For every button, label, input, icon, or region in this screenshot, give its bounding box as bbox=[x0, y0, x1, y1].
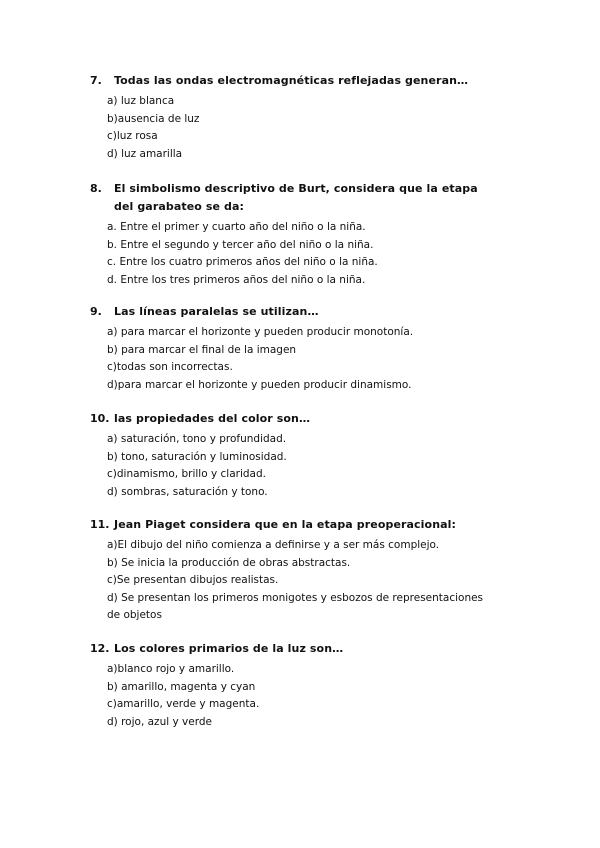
question-number: 8. bbox=[90, 182, 102, 195]
option-c: c)amarillo, verde y magenta. bbox=[107, 698, 260, 710]
question-heading bbox=[90, 72, 490, 90]
question-number: 10. bbox=[90, 412, 110, 425]
question-heading bbox=[90, 180, 490, 216]
question-12 bbox=[90, 640, 490, 731]
question-text: Los colores primarios de la luz son… bbox=[114, 642, 344, 655]
option-b: b) amarillo, magenta y cyan bbox=[107, 680, 256, 693]
question-text: El simbolismo descriptivo de Burt, considera que la etapa del garabateo se da: bbox=[114, 182, 478, 213]
option-d: d)para marcar el horizonte y pueden producir dinamismo. bbox=[107, 378, 412, 391]
question-text: Todas las ondas electromagnéticas reflejadas generan… bbox=[114, 74, 469, 87]
question-11 bbox=[90, 516, 490, 625]
question-heading bbox=[90, 516, 490, 534]
option-d: d) rojo, azul y verde bbox=[107, 715, 212, 728]
question-text: Jean Piaget considera que en la etapa preoperacional: bbox=[114, 518, 457, 531]
option-c: c)Se presentan dibujos realistas. bbox=[107, 574, 279, 586]
option-d: d) luz amarilla bbox=[107, 147, 183, 160]
question-9 bbox=[90, 303, 490, 394]
question-number: 12. bbox=[90, 642, 110, 655]
option-b: b)ausencia de luz bbox=[107, 112, 200, 125]
option-list bbox=[107, 537, 490, 625]
question-text: las propiedades del color son… bbox=[114, 412, 311, 425]
option-a: a)blanco rojo y amarillo. bbox=[107, 663, 235, 675]
option-list bbox=[107, 431, 490, 501]
question-heading bbox=[90, 640, 490, 658]
question-number: 11. bbox=[90, 518, 110, 531]
option-d: d) sombras, saturación y tono. bbox=[107, 485, 268, 498]
option-a: a) para marcar el horizonte y pueden producir monotonía. bbox=[107, 326, 414, 338]
option-b: b) Se inicia la producción de obras abstractas. bbox=[107, 556, 351, 569]
option-b: b. Entre el segundo y tercer año del niño o la niña. bbox=[107, 238, 374, 251]
option-a: a. Entre el primer y cuarto año del niño o la niña. bbox=[107, 221, 366, 233]
option-a: a)El dibujo del niño comienza a definirse y a ser más complejo. bbox=[107, 539, 440, 551]
option-list bbox=[107, 324, 490, 394]
option-d: d. Entre los tres primeros años del niño o la niña. bbox=[107, 273, 366, 286]
option-list bbox=[107, 661, 490, 731]
question-10 bbox=[90, 410, 490, 501]
question-number: 9. bbox=[90, 305, 102, 318]
option-a: a) saturación, tono y profundidad. bbox=[107, 433, 287, 445]
question-8 bbox=[90, 180, 490, 289]
option-b: b) para marcar el final de la imagen bbox=[107, 343, 297, 356]
question-heading bbox=[90, 410, 490, 428]
option-c: c)todas son incorrectas. bbox=[107, 361, 233, 373]
option-a: a) luz blanca bbox=[107, 95, 175, 107]
option-c: c)dinamismo, brillo y claridad. bbox=[107, 468, 266, 480]
question-number: 7. bbox=[90, 74, 102, 87]
option-b: b) tono, saturación y luminosidad. bbox=[107, 450, 287, 463]
option-d: d) Se presentan los primeros monigotes y esbozos de representaciones de objetos bbox=[107, 591, 484, 621]
question-text: Las líneas paralelas se utilizan… bbox=[114, 305, 319, 318]
option-list bbox=[107, 93, 490, 163]
option-c: c. Entre los cuatro primeros años del niño o la niña. bbox=[107, 256, 378, 268]
option-c: c)luz rosa bbox=[107, 130, 158, 142]
question-7 bbox=[90, 72, 490, 163]
question-heading bbox=[90, 303, 490, 321]
option-list bbox=[107, 219, 490, 289]
